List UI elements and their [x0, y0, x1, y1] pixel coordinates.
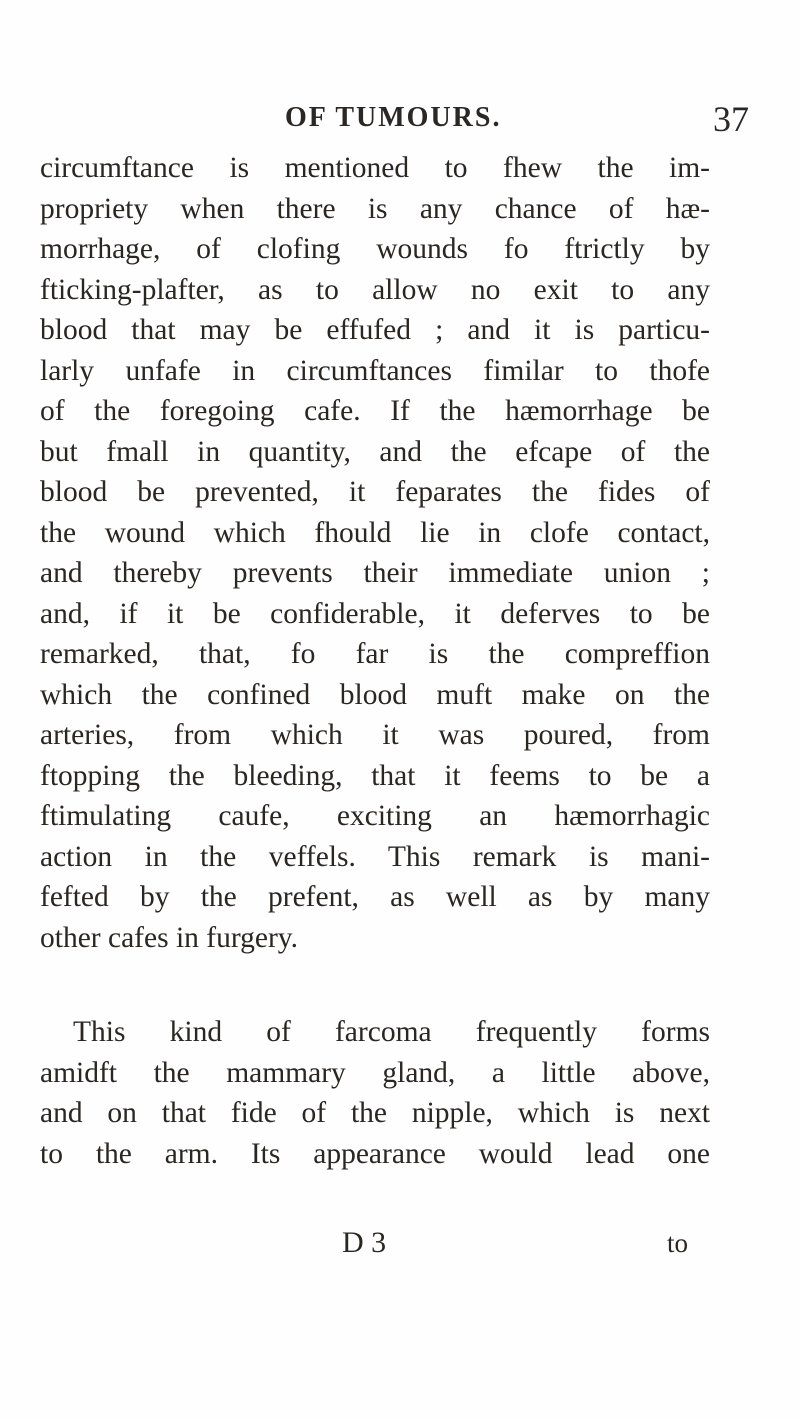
text-line: the wound which fhould lie in clofe contact, [40, 516, 710, 549]
text-line: of the foregoing cafe. If the hæmorrhage be [40, 395, 710, 427]
text-line: This kind of farcoma frequently forms [73, 1016, 710, 1048]
text-line: action in the veffels. This remark is mani- [40, 840, 710, 873]
page-number: 37 [713, 99, 749, 139]
text-line: which the confined blood muft make on the [40, 678, 710, 711]
text-line: and, if it be confiderable, it deferves to be [40, 597, 710, 630]
text-line: larly unfafe in circumftances fimilar to thofe [40, 354, 710, 387]
text-line: arteries, from which it was poured, from [40, 719, 710, 751]
text-line: propriety when there is any chance of hæ- [40, 192, 710, 225]
text-line: and thereby prevents their immediate union ; [40, 557, 710, 589]
text-line: blood be prevented, it feparates the fides of [40, 476, 710, 508]
page-header [0, 99, 800, 142]
running-title: OF TUMOURS. [285, 102, 502, 133]
paragraph-1 [40, 148, 710, 958]
text-line: but fmall in quantity, and the efcape of the [40, 435, 710, 468]
text-line: circumftance is mentioned to fhew the im- [40, 152, 710, 184]
text-line: amidft the mammary gland, a little above, [40, 1056, 710, 1089]
catchword: to [667, 1228, 689, 1258]
text-line: morrhage, of clofing wounds fo ftrictly by [40, 233, 710, 265]
text-line: ftopping the bleeding, that it feems to be a [40, 759, 710, 792]
text-line: fefted by the prefent, as well as by many [40, 881, 710, 913]
text-line: and on that fide of the nipple, which is next [40, 1097, 710, 1129]
text-line: ftimulating caufe, exciting an hæmorrhagic [40, 800, 710, 832]
text-line: fticking-plafter, as to allow no exit to any [40, 273, 710, 306]
signature-mark: D 3 [342, 1226, 387, 1259]
text-line: other cafes in furgery. [40, 921, 299, 954]
text-line: blood that may be effufed ; and it is particu- [40, 314, 710, 346]
text-line: remarked, that, fo far is the compreffion [40, 638, 710, 670]
text-line: to the arm. Its appearance would lead one [40, 1137, 710, 1170]
paragraph-2 [40, 1012, 710, 1174]
page-footer [0, 1226, 800, 1270]
